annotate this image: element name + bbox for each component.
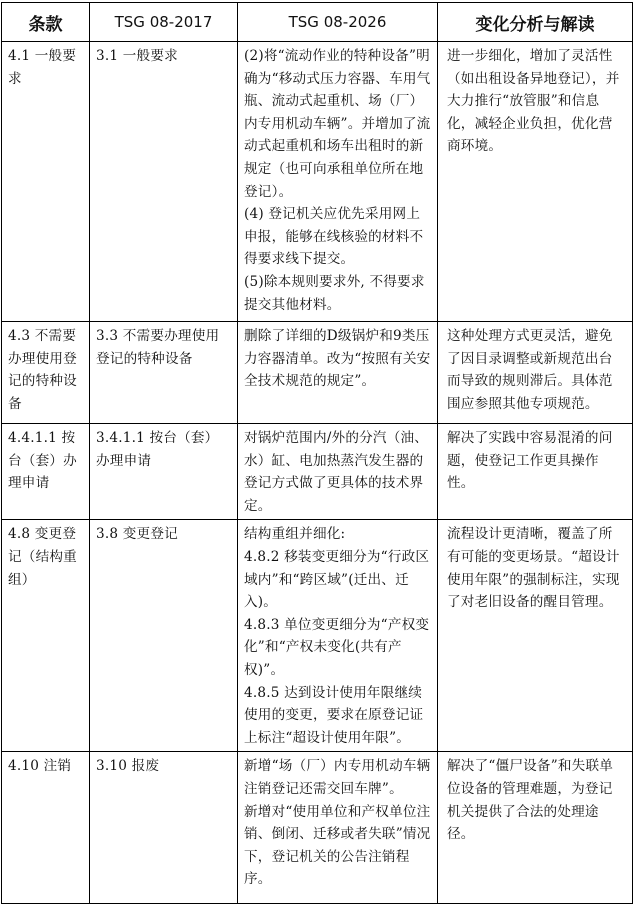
cell-new — [238, 520, 438, 752]
new-paragraph: (2)将“流动作业的特种设备”明确为“移动式压力容器、车用气瓶、流动式起重机、场（厂）内专用机动车辆”。并增加了流动式起重机和场车出租时的新规定（也可向承租单位所在地登记）。 — [244, 48, 431, 200]
cell-clause: 4.10 注销 — [2, 752, 90, 904]
comparison-table — [1, 2, 633, 904]
cell-analysis: 这种处理方式更灵活，避免了因目录调整或新规范出台而导致的规则滞后。具体范围应参照其他专项规范。 — [438, 322, 633, 424]
table-row — [2, 42, 633, 322]
cell-analysis: 流程设计更清晰，覆盖了所有可能的变更场景。“超设计使用年限”的强制标注，实现了对老旧设备的醒目管理。 — [438, 520, 633, 752]
header-tsg-2017: TSG 08-2017 — [90, 3, 238, 42]
cell-clause: 4.3 不需要办理使用登记的特种设备 — [2, 322, 90, 424]
table-row — [2, 322, 633, 424]
cell-old: 3.10 报废 — [90, 752, 238, 904]
new-paragraph: 4.8.5 达到设计使用年限继续使用的变更，要求在原登记证上标注“超设计使用年限”。 — [244, 684, 424, 746]
new-paragraph: (5)除本规则要求外, 不得要求提交其他材料。 — [244, 273, 425, 313]
table-row — [2, 424, 633, 520]
cell-analysis: 解决了实践中容易混淆的问题，使登记工作更具操作性。 — [438, 424, 633, 520]
table-row — [2, 752, 633, 904]
header-clause: 条款 — [2, 3, 90, 42]
cell-old: 3.4.1.1 按台（套）办理申请 — [90, 424, 238, 520]
header-analysis: 变化分析与解读 — [438, 3, 633, 42]
cell-clause: 4.8 变更登记（结构重组） — [2, 520, 90, 752]
new-paragraph: 结构重组并细化: — [244, 526, 346, 543]
cell-clause: 4.4.1.1 按台（套）办理申请 — [2, 424, 90, 520]
new-paragraph: 对锅炉范围内/外的分汽（油、水）缸、电加热蒸汽发生器的登记方式做了更具体的技术界定。 — [244, 430, 429, 514]
cell-old: 3.3 不需要办理使用登记的特种设备 — [90, 322, 238, 424]
cell-clause: 4.1 一般要求 — [2, 42, 90, 322]
cell-old: 3.1 一般要求 — [90, 42, 238, 322]
cell-new — [238, 322, 438, 424]
cell-new — [238, 424, 438, 520]
cell-analysis: 解决了“僵尸设备”和失联单位设备的管理难题，为登记机关提供了合法的处理途径。 — [438, 752, 633, 904]
cell-new — [238, 752, 438, 904]
new-paragraph: 4.8.2 移装变更细分为“行政区域内”和“跨区域”(迁出、迁入)。 — [244, 548, 430, 611]
cell-analysis: 进一步细化，增加了灵活性（如出租设备异地登记），并大力推行“放管服”和信息化，减轻企业负担，优化营商环境。 — [438, 42, 633, 322]
table-row — [2, 520, 633, 752]
new-paragraph: 新增对“使用单位和产权单位注销、倒闭、迁移或者失联”情况下，登记机关的公告注销程序。 — [244, 803, 431, 888]
new-paragraph: 新增“场（厂）内专用机动车辆注销登记还需交回车牌”。 — [244, 758, 431, 797]
header-row — [2, 3, 633, 42]
cell-new — [238, 42, 438, 322]
new-paragraph: (4) 登记机关应优先采用网上申报，能够在线核验的材料不得要求线下提交。 — [244, 206, 424, 268]
header-tsg-2026: TSG 08-2026 — [238, 3, 438, 42]
new-paragraph: 删除了详细的D级锅炉和9类压力容器清单。改为“按照有关安全技术规范的规定”。 — [244, 328, 431, 390]
new-paragraph: 4.8.3 单位变更细分为“产权变化”和“产权未变化(共有产权)”。 — [244, 616, 430, 678]
cell-old: 3.8 变更登记 — [90, 520, 238, 752]
